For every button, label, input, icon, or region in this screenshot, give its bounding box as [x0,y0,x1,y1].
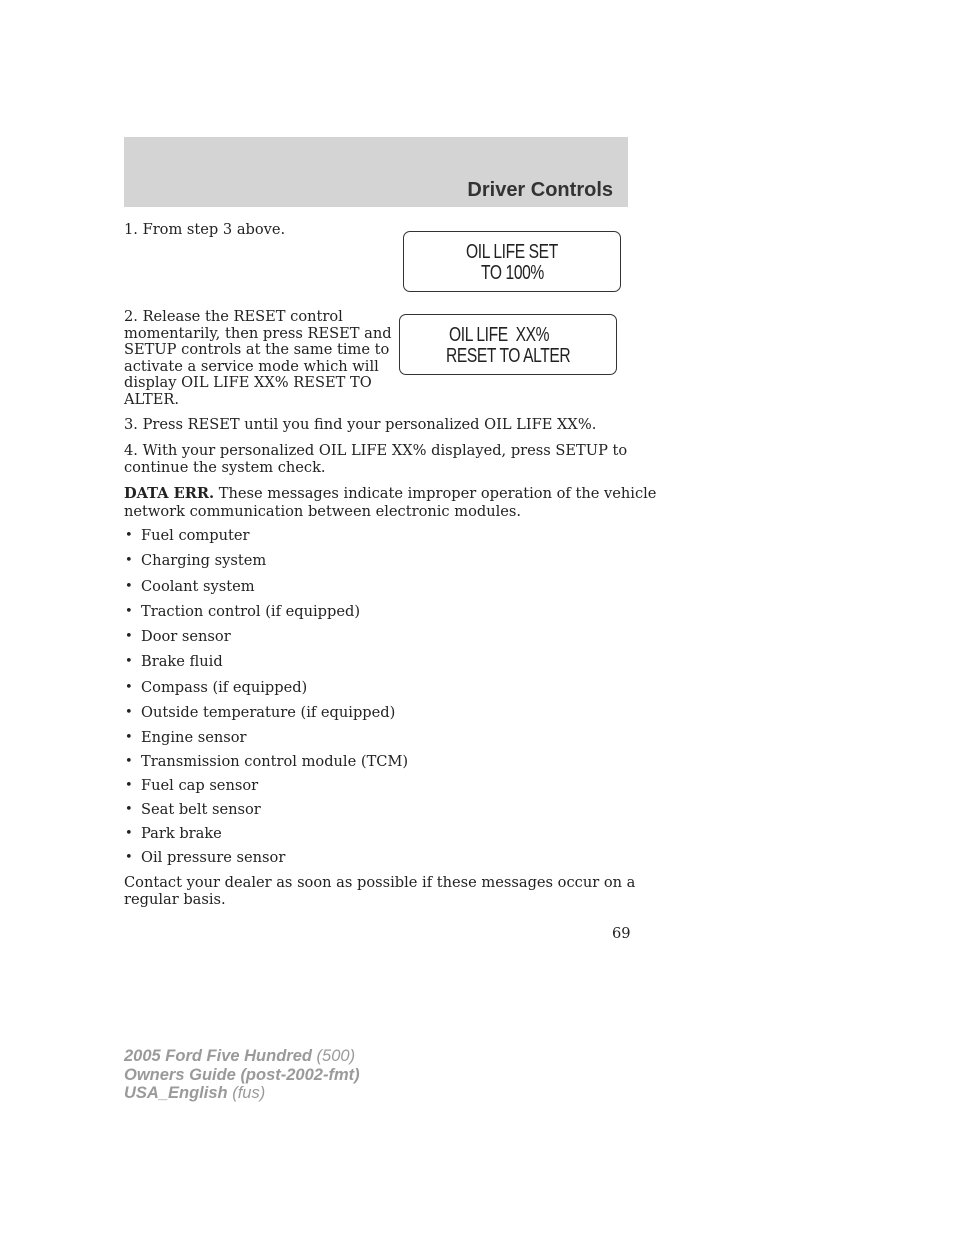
step-2-line: SETUP controls at the same time to [124,341,390,358]
footer-language: USA_English [124,1084,228,1102]
footer-language-code: (fus) [227,1084,266,1102]
step-2-line: activate a service mode which will [124,357,379,375]
step-2-line: display OIL LIFE XX% RESET TO [124,374,372,391]
footer-guide: Owners Guide (post-2002-fmt) [124,1065,360,1084]
data-err-list [124,528,408,876]
display-oil-life-reset [399,314,617,375]
step-1-text: 1. From step 3 above. [124,221,286,238]
footer-model: 2005 Ford Five Hundred [124,1047,312,1065]
document-footer [124,1047,360,1103]
section-title: Driver Controls [467,179,613,201]
list-item: • Coolant system [124,579,408,596]
step-3-text: 3. Press RESET until you find your personalized OIL LIFE XX%. [124,416,597,433]
display-2-line-1: OIL LIFE XX% [449,324,550,346]
list-item: • Charging system [124,553,408,570]
step-2-line: ALTER. [124,391,180,408]
data-err-description: These messages indicate improper operation of the vehicle [214,485,657,502]
list-item: • Oil pressure sensor [124,850,408,867]
display-2-line-2: RESET TO ALTER [446,345,571,367]
list-item: • Park brake [124,826,408,843]
contact-line: Contact your dealer as soon as possible if these messages occur on a [124,874,636,891]
footer-line-3 [124,1084,360,1103]
display-oil-life-set [403,231,621,292]
footer-model-code: (500) [311,1047,356,1065]
list-item: • Outside temperature (if equipped) [124,705,408,722]
list-item: • Compass (if equipped) [124,680,408,697]
list-item: • Traction control (if equipped) [124,604,408,621]
footer-line-1 [124,1047,360,1066]
list-item: • Fuel cap sensor [124,778,408,795]
data-err-line-1 [124,486,656,503]
list-item: • Transmission control module (TCM) [124,754,408,771]
section-header [124,137,628,207]
display-1-line-2: TO 100% [481,262,544,284]
page-number: 69 [612,925,631,942]
step-4-line: 4. With your personalized OIL LIFE XX% displayed, press SETUP to [124,442,628,459]
contact-line: regular basis. [124,891,226,908]
display-1-line-1: OIL LIFE SET [466,241,558,263]
list-item: • Fuel computer [124,528,408,545]
step-2-line: 2. Release the RESET control [124,308,343,325]
list-item: • Engine sensor [124,730,408,747]
data-err-line-2: network communication between electronic modules. [124,503,522,520]
step-4-line: continue the system check. [124,459,326,476]
list-item: • Seat belt sensor [124,802,408,819]
step-2-line: momentarily, then press RESET and [124,324,392,342]
footer-line-2 [124,1066,360,1085]
data-err-term: DATA ERR. [124,485,215,502]
list-item: • Brake fluid [124,654,408,671]
list-item: • Door sensor [124,629,408,646]
